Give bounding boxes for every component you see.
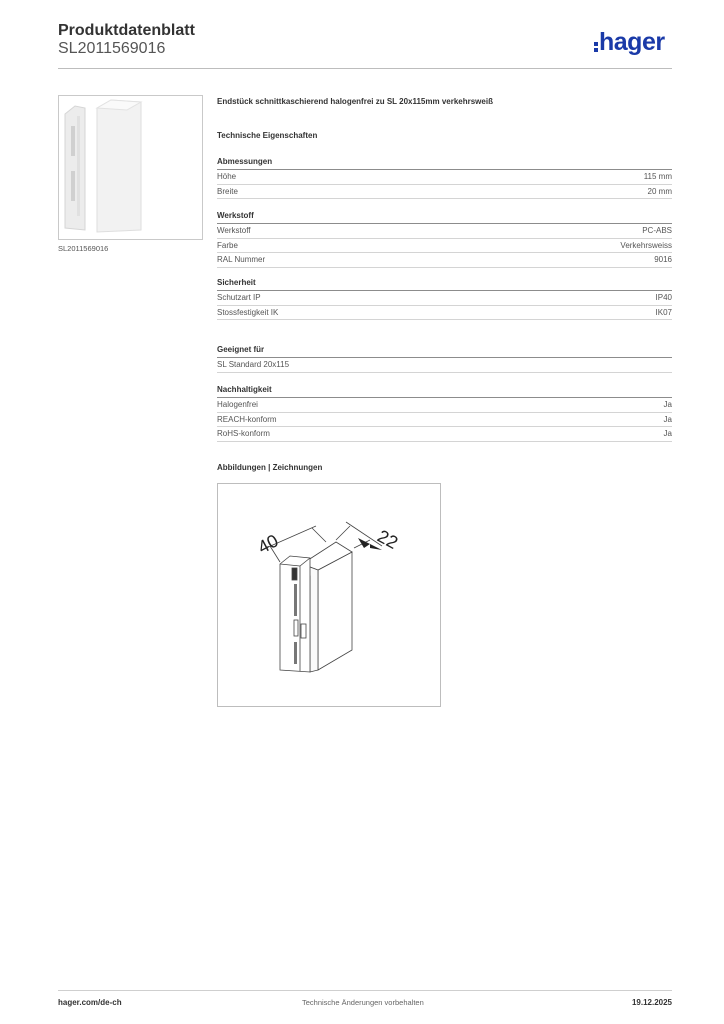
page-title: Produktdatenblatt bbox=[58, 22, 195, 39]
row-value: 9016 bbox=[654, 255, 672, 264]
dimension-width-label: 22 bbox=[374, 525, 402, 553]
logo-text: hager bbox=[599, 28, 665, 56]
product-thumbnail-image bbox=[59, 96, 202, 239]
table-row bbox=[217, 170, 672, 185]
table-row bbox=[217, 427, 672, 442]
row-value: 20 mm bbox=[647, 186, 672, 196]
thumbnail-caption: SL2011569016 bbox=[58, 244, 109, 253]
section-title: Nachhaltigkeit bbox=[217, 384, 672, 398]
product-description: Endstück schnittkaschierend halogenfrei zu SL 20x115mm verkehrsweiß bbox=[217, 97, 493, 106]
table-row bbox=[217, 398, 672, 413]
row-value: Ja bbox=[663, 400, 672, 409]
footer-date: 19.12.2025 bbox=[631, 998, 672, 1007]
table-row bbox=[217, 185, 672, 200]
technical-properties-heading: Technische Eigenschaften bbox=[217, 131, 318, 140]
section-title: Werkstoff bbox=[217, 210, 672, 224]
section-title: Abmessungen bbox=[217, 156, 672, 170]
row-value: Ja bbox=[663, 429, 672, 438]
row-label: REACH-konform bbox=[217, 414, 277, 424]
section-sicherheit bbox=[217, 277, 672, 320]
row-value: IK07 bbox=[655, 307, 672, 317]
product-code: SL2011569016 bbox=[58, 40, 166, 57]
row-value: 115 mm bbox=[643, 172, 672, 181]
section-title: Sicherheit bbox=[217, 277, 672, 291]
technical-drawing bbox=[217, 483, 441, 707]
table-row bbox=[217, 253, 672, 268]
row-label: Werkstoff bbox=[217, 226, 251, 235]
row-value: IP40 bbox=[655, 293, 672, 302]
hager-logo bbox=[594, 28, 665, 57]
row-label: Schutzart IP bbox=[217, 293, 261, 302]
section-abmessungen bbox=[217, 156, 672, 199]
product-thumbnail bbox=[58, 95, 203, 240]
table-row bbox=[217, 291, 672, 306]
logo-dot bbox=[594, 42, 598, 46]
row-label: Stossfestigkeit IK bbox=[217, 307, 279, 317]
footer-notice: Technische Änderungen vorbehalten bbox=[302, 998, 424, 1007]
footer-website-link[interactable]: hager.com/de-ch bbox=[58, 998, 122, 1007]
table-row bbox=[217, 306, 672, 321]
section-nachhaltigkeit bbox=[217, 384, 672, 442]
section-werkstoff bbox=[217, 210, 672, 268]
table-row bbox=[217, 358, 672, 373]
dimension-depth-label: 40 bbox=[254, 530, 282, 558]
technical-drawing-svg bbox=[218, 484, 440, 706]
row-label: Breite bbox=[217, 186, 238, 196]
section-geeignet bbox=[217, 344, 672, 373]
footer-divider bbox=[58, 990, 672, 991]
table-row bbox=[217, 224, 672, 239]
row-label: Farbe bbox=[217, 240, 238, 250]
row-label: SL Standard 20x115 bbox=[217, 360, 290, 369]
section-title: Geeignet für bbox=[217, 344, 672, 358]
header-divider bbox=[58, 68, 672, 69]
row-value: PC-ABS bbox=[642, 226, 672, 235]
table-row bbox=[217, 413, 672, 428]
row-label: Halogenfrei bbox=[217, 400, 258, 409]
table-row bbox=[217, 239, 672, 254]
row-label: RAL Nummer bbox=[217, 255, 266, 264]
row-label: Höhe bbox=[217, 172, 237, 181]
row-value: Verkehrsweiss bbox=[620, 240, 672, 250]
row-value: Ja bbox=[663, 414, 672, 424]
logo-dot-lower bbox=[594, 48, 598, 52]
row-label: RoHS-konform bbox=[217, 429, 270, 438]
drawings-heading: Abbildungen | Zeichnungen bbox=[217, 463, 323, 472]
